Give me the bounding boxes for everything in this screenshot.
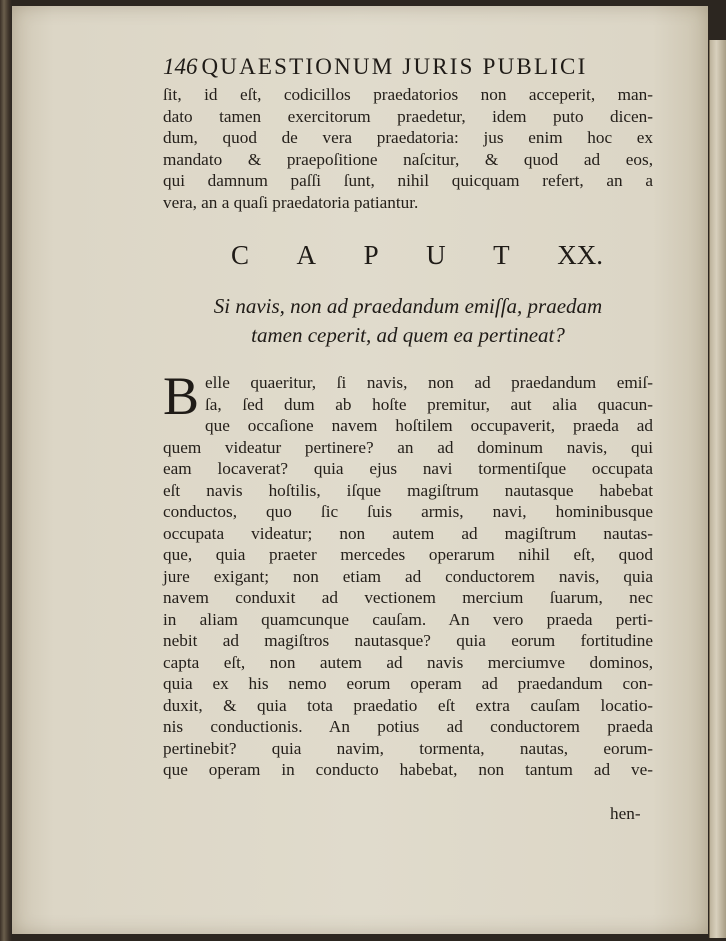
text-line: duxit, & quia tota praedatio eſt extra cauſam locatio- xyxy=(163,695,653,715)
text-line: mandato & praepoſitione naſcitur, & quod ad eos, xyxy=(163,149,653,169)
chapter-heading xyxy=(163,240,653,276)
subtitle-line: Si navis, non ad praedandum emiſſa, praedam xyxy=(213,294,603,318)
text-line: capta eſt, non autem ad navis merciumve dominos, xyxy=(163,652,653,672)
page-header xyxy=(163,54,633,84)
text-line: vera, an a quaſi praedatoria patiantur. xyxy=(163,192,419,212)
text-line: dum, quod de vera praedatoria: jus enim hoc ex xyxy=(163,128,653,147)
chapter-number: XX. xyxy=(557,240,603,270)
chapter-subtitle xyxy=(163,292,653,350)
text-line: nebit ad magiſtros nautasque? quia eorum fortitudine xyxy=(163,631,653,650)
top-paragraph xyxy=(163,84,653,213)
text-line: que, quia praeter mercedes operarum nihil eſt, quod xyxy=(163,545,653,564)
text-line: elle quaeritur, ſi navis, non ad praedandum emiſ- xyxy=(205,373,653,392)
text-line: eam locaverat? quia ejus navi tormentiſque occupata xyxy=(163,459,653,478)
text-line: jure exigant; non etiam ad conductorem navis, quia xyxy=(163,566,653,586)
text-line: eſt navis hoſtilis, iſque magiſtrum nautasque habebat xyxy=(163,480,653,500)
chapter-letter: U xyxy=(426,240,446,270)
chapter-letter: A xyxy=(296,240,317,270)
drop-cap: B xyxy=(163,366,200,426)
text-line: ſit, id eſt, codicillos praedatorios non acceperit, man- xyxy=(163,85,653,104)
running-head: QUAESTIONUM JURIS PUBLICI xyxy=(201,54,588,79)
catchword: hen- xyxy=(610,804,641,823)
text-line: in aliam quamcunque cauſam. An vero praeda perti- xyxy=(163,609,653,629)
text-line: quem videatur pertinere? an ad dominum navis, qui xyxy=(163,437,653,457)
chapter-letter: T xyxy=(493,240,510,270)
text-line: ſa, ſed dum ab hoſte premitur, aut alia quacun- xyxy=(205,394,653,414)
next-page-edge xyxy=(709,40,726,938)
chapter-letter: C xyxy=(231,240,250,270)
text-line: conductos, quo ſic ſuis armis, navi, hominibusque xyxy=(163,502,653,521)
chapter-letter: P xyxy=(363,240,379,270)
text-line: nis conductionis. An potius ad conductorem praeda xyxy=(163,717,653,736)
text-line: que occaſione navem hoſtilem occupaverit, praeda ad xyxy=(205,416,653,435)
text-line: dato tamen exercitorum praedetur, idem puto dicen- xyxy=(163,106,653,126)
text-line: quia ex his nemo eorum operam ad praedandum con- xyxy=(163,674,653,693)
text-line: navem conduxit ad vectionem mercium ſuarum, nec xyxy=(163,588,653,607)
text-line: occupata videatur; non autem ad magiſtrum nautas- xyxy=(163,523,653,543)
page-number: 146 xyxy=(163,54,198,79)
text-line: pertinebit? quia navim, tormenta, nautas, eorum- xyxy=(163,738,653,758)
text-line: qui damnum paſſi ſunt, nihil quicquam refert, an a xyxy=(163,171,653,190)
main-paragraph xyxy=(163,366,653,781)
subtitle-line: tamen ceperit, ad quem ea pertineat? xyxy=(251,323,565,347)
text-line: que operam in conducto habebat, non tantum ad ve- xyxy=(163,760,653,779)
